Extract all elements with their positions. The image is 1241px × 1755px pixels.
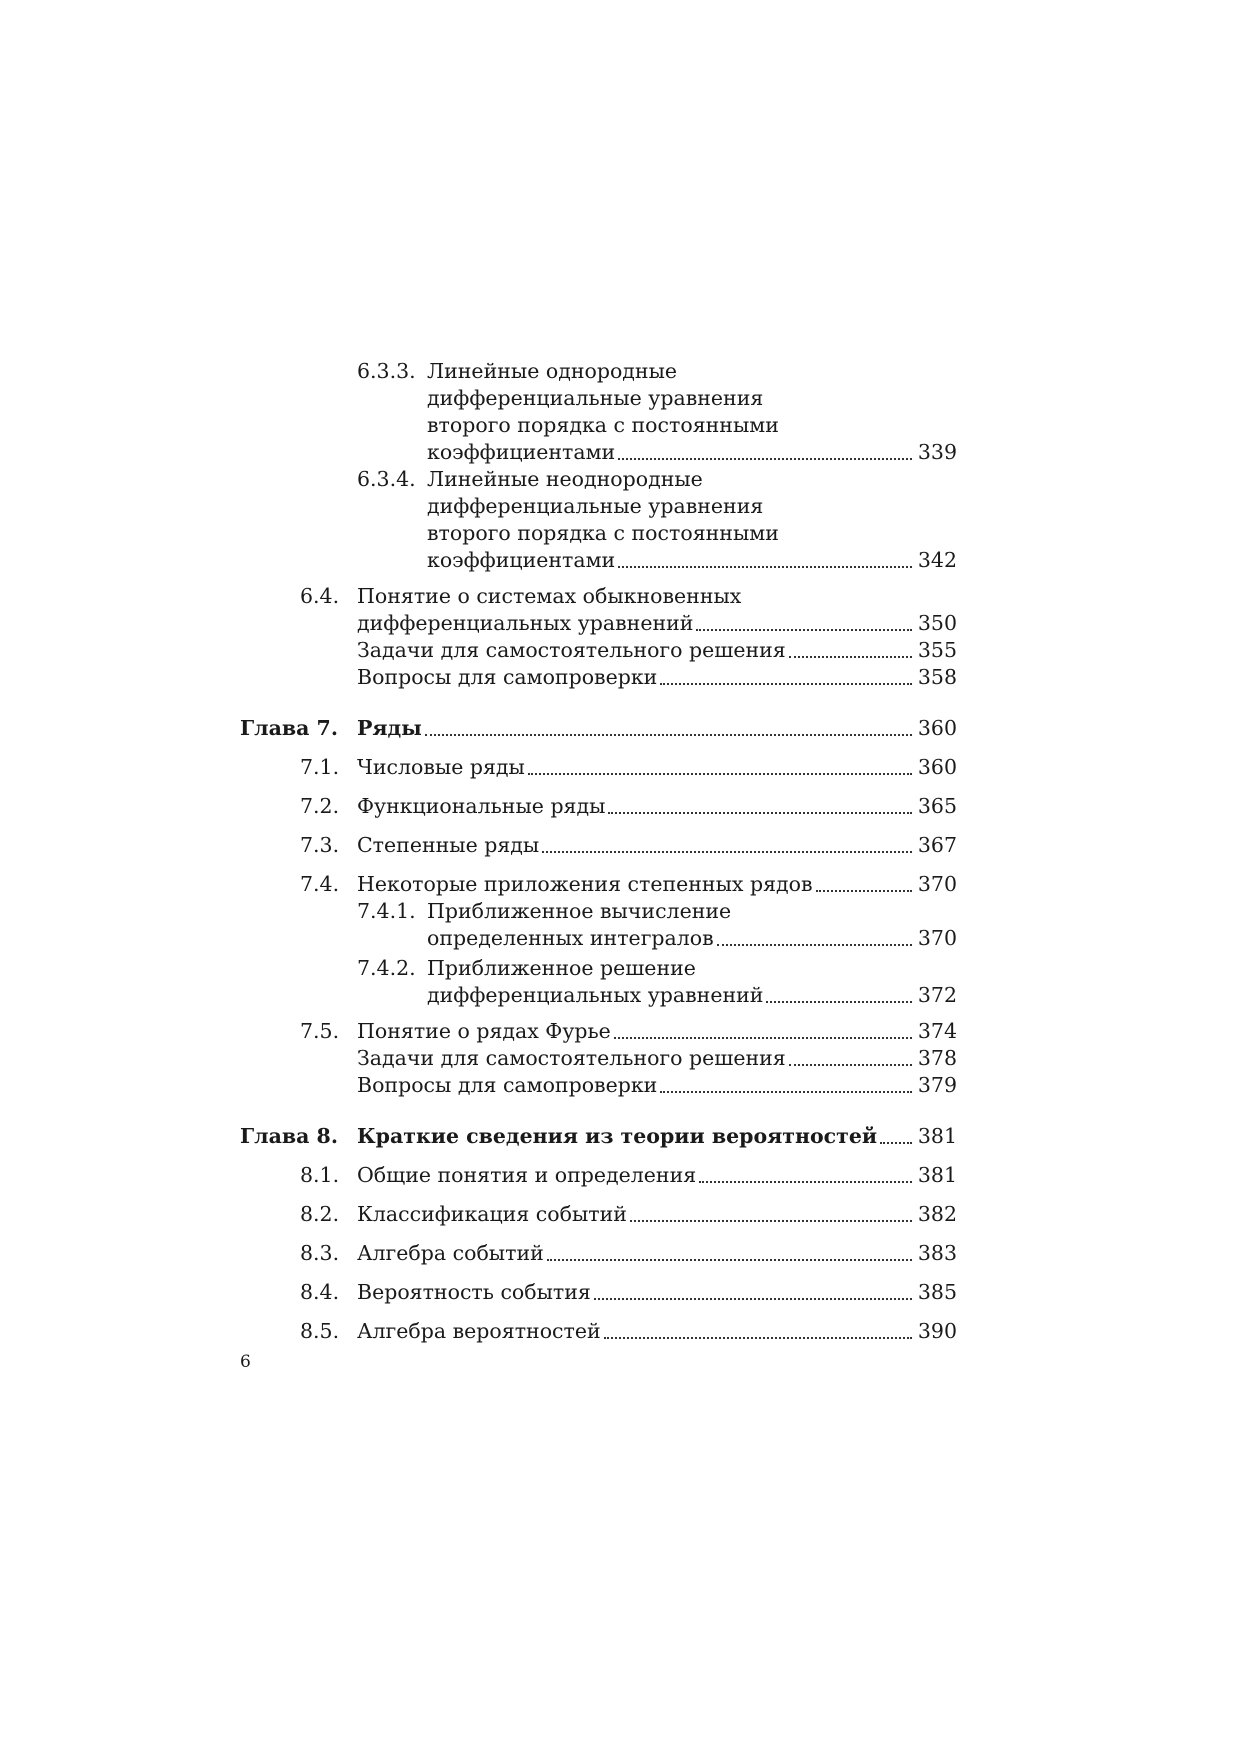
toc-entry <box>0 1018 1241 1045</box>
dot-leader <box>766 1001 912 1003</box>
entry-number: 8.5. <box>300 1319 340 1343</box>
dot-leader <box>618 458 912 460</box>
entry-title-line: Алгебра вероятностей <box>357 1319 601 1343</box>
toc-entry <box>0 664 1241 691</box>
toc-entry <box>0 754 1241 781</box>
entry-page: 385 <box>917 1280 957 1304</box>
entry-title-line: Понятие о системах обыкновенных <box>357 584 742 608</box>
entry-title-line: дифференциальные уравнения <box>427 494 764 518</box>
entry-page: 372 <box>917 983 957 1007</box>
entry-number: 7.5. <box>300 1019 340 1043</box>
entry-title-line: Некоторые приложения степенных рядов <box>357 872 813 896</box>
dot-leader <box>630 1220 912 1222</box>
dot-leader <box>547 1259 912 1261</box>
toc-entry <box>0 1162 1241 1189</box>
entry-title-line: Понятие о рядах Фурье <box>357 1019 611 1043</box>
dot-leader <box>696 629 912 631</box>
entry-leader <box>427 982 957 1009</box>
entry-leader <box>357 1279 957 1306</box>
toc-entry <box>0 898 1241 925</box>
entry-page: 374 <box>917 1019 957 1043</box>
entry-leader <box>357 610 957 637</box>
entry-page: 382 <box>917 1202 957 1226</box>
entry-title-line: Вероятность события <box>357 1280 591 1304</box>
chapter-title: Краткие сведения из теории вероятностей <box>357 1124 878 1148</box>
entry-page: 370 <box>917 872 957 896</box>
entry-page: 350 <box>917 611 957 635</box>
table-of-contents <box>0 358 1241 1345</box>
toc-entry <box>0 1318 1241 1345</box>
entry-title-line: Задачи для самостоятельного решения <box>357 638 786 662</box>
entry-leader <box>357 1240 957 1267</box>
entry-leader <box>357 1018 957 1045</box>
entry-number: 7.3. <box>300 833 340 857</box>
entry-title-line: Числовые ряды <box>357 755 525 779</box>
toc-entry <box>0 871 1241 898</box>
chapter-entry <box>0 715 1241 742</box>
entry-leader <box>357 1318 957 1345</box>
entry-leader <box>357 1045 957 1072</box>
entry-title-line: Вопросы для самопроверки <box>357 665 658 689</box>
dot-leader <box>608 812 912 814</box>
entry-page: 383 <box>917 1241 957 1265</box>
toc-entry <box>0 832 1241 859</box>
entry-title-line: Классификация событий <box>357 1202 627 1226</box>
entry-title-line: Приближенное решение <box>427 956 696 980</box>
toc-entry <box>0 1201 1241 1228</box>
dot-leader <box>528 773 912 775</box>
page-number: 6 <box>240 1352 251 1372</box>
dot-leader <box>699 1181 912 1183</box>
dot-leader <box>618 566 912 568</box>
entry-number: 6.4. <box>300 584 340 608</box>
dot-leader <box>880 1142 912 1144</box>
chapter-entry <box>0 1123 1241 1150</box>
entry-title-line: дифференциальные уравнения <box>427 386 764 410</box>
chapter-title: Ряды <box>357 716 422 740</box>
dot-leader <box>425 734 912 736</box>
dot-leader <box>542 851 912 853</box>
entry-number: 7.2. <box>300 794 340 818</box>
chapter-number: Глава 7. <box>240 716 338 740</box>
toc-entry <box>0 637 1241 664</box>
entry-title-line: определенных интегралов <box>427 926 714 950</box>
entry-number: 7.1. <box>300 755 340 779</box>
entry-number: 6.3.4. <box>357 467 416 491</box>
entry-title-line: дифференциальных уравнений <box>357 611 694 635</box>
entry-title-line: Степенные ряды <box>357 833 540 857</box>
entry-leader <box>357 793 957 820</box>
entry-title-line: коэффициентами <box>427 440 616 464</box>
entry-leader <box>427 547 957 574</box>
entry-number: 8.1. <box>300 1163 340 1187</box>
entry-page: 342 <box>917 548 957 572</box>
entry-leader <box>357 1072 957 1099</box>
entry-title-line: коэффициентами <box>427 548 616 572</box>
entry-title-line: Общие понятия и определения <box>357 1163 697 1187</box>
chapter-number: Глава 8. <box>240 1124 338 1148</box>
dot-leader <box>614 1037 912 1039</box>
entry-leader <box>357 832 957 859</box>
dot-leader <box>816 890 912 892</box>
entry-leader <box>357 1201 957 1228</box>
dot-leader <box>594 1298 912 1300</box>
dot-leader <box>789 656 912 658</box>
dot-leader <box>789 1064 912 1066</box>
entry-number: 7.4. <box>300 872 340 896</box>
entry-page: 339 <box>917 440 957 464</box>
entry-title-line: Вопросы для самопроверки <box>357 1073 658 1097</box>
entry-page: 381 <box>917 1124 957 1148</box>
entry-number: 7.4.2. <box>357 956 416 980</box>
toc-entry <box>0 583 1241 610</box>
dot-leader <box>660 1091 912 1093</box>
entry-page: 365 <box>917 794 957 818</box>
entry-leader <box>357 1162 957 1189</box>
toc-entry <box>0 1072 1241 1099</box>
toc-entry <box>0 358 1241 385</box>
entry-number: 8.3. <box>300 1241 340 1265</box>
toc-entry <box>0 466 1241 493</box>
dot-leader <box>660 683 912 685</box>
entry-title-line: Функциональные ряды <box>357 794 606 818</box>
toc-entry <box>0 955 1241 982</box>
entry-title-line: второго порядка с постоянными <box>427 413 779 437</box>
entry-number: 8.2. <box>300 1202 340 1226</box>
entry-leader <box>357 754 957 781</box>
dot-leader <box>604 1337 912 1339</box>
entry-title-line: Алгебра событий <box>357 1241 544 1265</box>
entry-page: 360 <box>917 755 957 779</box>
entry-page: 379 <box>917 1073 957 1097</box>
toc-entry <box>0 1045 1241 1072</box>
entry-leader <box>427 439 957 466</box>
toc-entry <box>0 1279 1241 1306</box>
toc-entry <box>0 793 1241 820</box>
entry-page: 370 <box>917 926 957 950</box>
entry-number: 7.4.1. <box>357 899 416 923</box>
entry-title-line: Линейные однородные <box>427 359 678 383</box>
entry-leader <box>357 1123 957 1150</box>
entry-title-line: Задачи для самостоятельного решения <box>357 1046 786 1070</box>
entry-title-line: Приближенное вычисление <box>427 899 732 923</box>
entry-title-line: Линейные неоднородные <box>427 467 703 491</box>
entry-page: 358 <box>917 665 957 689</box>
entry-page: 390 <box>917 1319 957 1343</box>
entry-leader <box>357 871 957 898</box>
entry-title-line: второго порядка с постоянными <box>427 521 779 545</box>
entry-number: 8.4. <box>300 1280 340 1304</box>
dot-leader <box>717 944 912 946</box>
entry-leader <box>357 664 957 691</box>
entry-page: 367 <box>917 833 957 857</box>
entry-title-line: дифференциальных уравнений <box>427 983 764 1007</box>
entry-page: 360 <box>917 716 957 740</box>
toc-entry <box>0 1240 1241 1267</box>
entry-page: 378 <box>917 1046 957 1070</box>
entry-number: 6.3.3. <box>357 359 416 383</box>
entry-page: 381 <box>917 1163 957 1187</box>
entry-leader <box>357 637 957 664</box>
entry-leader <box>427 925 957 952</box>
entry-leader <box>357 715 957 742</box>
entry-page: 355 <box>917 638 957 662</box>
